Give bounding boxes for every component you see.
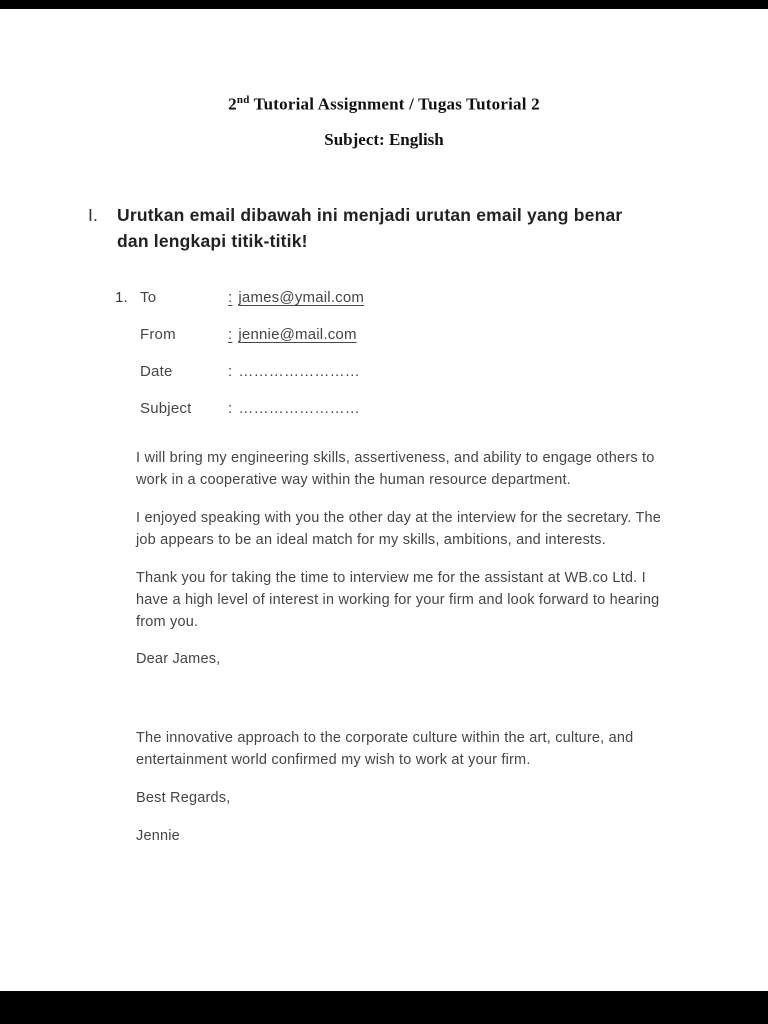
document-subtitle: Subject: English: [324, 129, 444, 149]
field-row-to: [115, 290, 768, 306]
viewer-bottom-bar: [0, 991, 768, 1024]
title-number: 2: [228, 94, 237, 114]
paragraph-salutation: Dear James,: [136, 650, 221, 667]
paragraph-thank-you: Thank you for taking the time to interview me for the assistant at WB.co Ltd. I have a high level of interest in working for your firm and look forward to hearing from you.: [136, 569, 660, 630]
document-page: [0, 9, 768, 991]
paragraph-innovative-approach: The innovative approach to the corporate culture within the art, culture, and entertainment world confirmed my wish to work at your firm.: [136, 729, 634, 768]
field-separator: :: [228, 399, 233, 417]
field-separator: :: [228, 362, 233, 380]
from-email-address: jennie@mail.com: [238, 325, 357, 343]
date-blank-dots: ……………………: [238, 362, 360, 380]
field-row-subject: [115, 401, 768, 417]
subject-blank-dots: ……………………: [238, 399, 360, 417]
field-row-date: [115, 364, 768, 380]
to-email-address: james@ymail.com: [238, 288, 365, 306]
title-text: Tutorial Assignment / Tugas Tutorial 2: [249, 94, 540, 114]
field-value-subject: [228, 401, 360, 417]
field-label-subject: Subject: [140, 399, 192, 417]
paragraph-closing: Best Regards,: [136, 789, 231, 806]
viewer-top-bar: [0, 0, 768, 9]
field-value-from: [228, 327, 357, 343]
scrambled-email-body: [0, 447, 768, 847]
section-heading: [0, 202, 768, 254]
section-numeral: I.: [88, 204, 99, 225]
paragraph-engineering-skills: I will bring my engineering skills, assertiveness, and ability to engage others to work in a cooperative way within the human resource department.: [136, 449, 655, 488]
title-ordinal-suffix: nd: [236, 94, 250, 106]
field-label-date: Date: [140, 362, 173, 380]
field-row-from: [115, 327, 768, 343]
field-separator: :: [228, 325, 233, 343]
paragraph-enjoyed-speaking: I enjoyed speaking with you the other day at the interview for the secretary. The job appears to be an ideal match for my skills, ambitions, and interests.: [136, 509, 662, 548]
email-header-fields: [0, 290, 768, 417]
item-number: 1.: [115, 288, 128, 306]
field-value-to: [228, 290, 364, 306]
field-separator: :: [228, 288, 233, 306]
section-instruction: Urutkan email dibawah ini menjadi urutan email yang benar dan lengkapi titik-titik!: [117, 204, 623, 251]
document-title: [0, 94, 768, 115]
field-value-date: [228, 364, 360, 380]
field-label-from: From: [140, 325, 176, 343]
paragraph-signature: Jennie: [136, 827, 180, 844]
field-label-to: To: [140, 288, 157, 306]
